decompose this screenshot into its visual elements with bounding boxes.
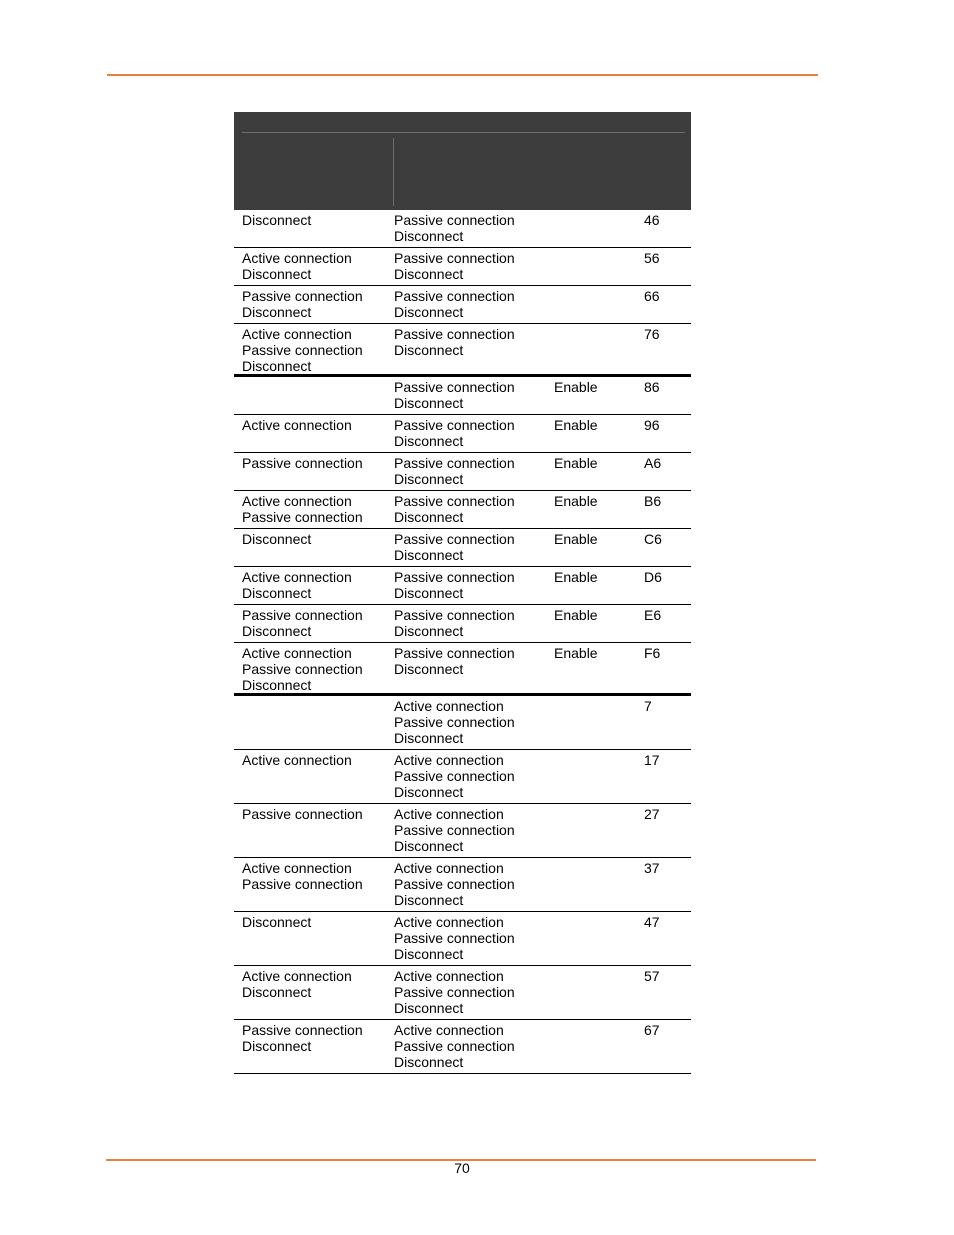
table-cell-c2: Passive connection Disconnect xyxy=(394,250,515,283)
table-row xyxy=(234,453,691,491)
table-row xyxy=(234,377,691,415)
table-cell-c1: Active connection Disconnect xyxy=(242,250,352,283)
table-cell-c4: 96 xyxy=(644,417,660,433)
table-cell-c3 xyxy=(554,288,644,320)
table-cell-c4: 47 xyxy=(644,914,660,930)
table-cell-c2: Active connection Passive connection Disconnect xyxy=(394,860,515,909)
table-cell-c2: Passive connection Disconnect xyxy=(394,455,515,488)
table-cell-c2: Passive connection Disconnect xyxy=(394,288,515,321)
table-cell-c1: Disconnect xyxy=(242,212,312,228)
table-row xyxy=(234,643,691,696)
table-cell-c3: Enable xyxy=(554,607,598,623)
table-row xyxy=(234,210,691,248)
table-cell-c2: Passive connection Disconnect xyxy=(394,212,515,245)
table-row xyxy=(234,248,691,286)
table-cell-c3: Enable xyxy=(554,455,598,471)
table-cell-c2: Passive connection Disconnect xyxy=(394,379,515,412)
table-cell-c3 xyxy=(554,860,644,908)
table-cell-c3 xyxy=(554,752,644,800)
table-cell-c3 xyxy=(554,326,644,371)
table-body xyxy=(234,210,691,1074)
table-cell-c3 xyxy=(554,250,644,282)
table-cell-c3: Enable xyxy=(554,569,598,585)
table-cell-c2: Passive connection Disconnect xyxy=(394,645,515,678)
table-cell-c4: A6 xyxy=(644,455,662,471)
table-cell-c3 xyxy=(554,806,644,854)
table-cell-c1: Passive connection xyxy=(242,806,363,822)
table-cell-c4: 66 xyxy=(644,288,660,304)
table-row xyxy=(234,750,691,804)
table-cell-c3 xyxy=(554,1022,644,1070)
table-cell-c4: 57 xyxy=(644,968,660,984)
table-cell-c4: 76 xyxy=(644,326,660,342)
table-cell-c2: Passive connection Disconnect xyxy=(394,607,515,640)
table-cell-c4: 27 xyxy=(644,806,660,822)
table-row xyxy=(234,286,691,324)
table-row xyxy=(234,1020,691,1074)
table-row xyxy=(234,696,691,750)
table-cell-c4: B6 xyxy=(644,493,662,509)
table-cell-c1: Active connection Disconnect xyxy=(242,569,352,602)
table-cell-c1: Active connection Passive connection Disconnect xyxy=(242,326,363,375)
table-cell-c2: Active connection Passive connection Disconnect xyxy=(394,1022,515,1071)
table-row xyxy=(234,567,691,605)
table-cell-c2: Passive connection Disconnect xyxy=(394,493,515,526)
table-cell-c1: Passive connection Disconnect xyxy=(242,607,363,640)
table-cell-c1: Active connection Disconnect xyxy=(242,968,352,1001)
table-row xyxy=(234,324,691,377)
table-cell-c1: Active connection Passive connection xyxy=(242,860,363,893)
table-row xyxy=(234,605,691,643)
page-number: 70 xyxy=(454,1160,470,1176)
table-cell-c4: 7 xyxy=(644,698,652,714)
table-cell-c2: Passive connection Disconnect xyxy=(394,417,515,450)
header-divider xyxy=(242,132,685,133)
table-cell-c1: Passive connection Disconnect xyxy=(242,288,363,321)
table-cell-c3 xyxy=(554,212,644,244)
table-cell-c1: Active connection xyxy=(242,752,352,768)
table-header xyxy=(234,112,691,210)
table-row xyxy=(234,415,691,453)
table-row xyxy=(234,912,691,966)
table-row xyxy=(234,966,691,1020)
table-cell-c3: Enable xyxy=(554,531,598,547)
table-row xyxy=(234,858,691,912)
table-cell-c4: 86 xyxy=(644,379,660,395)
table-row xyxy=(234,529,691,567)
table-cell-c4: C6 xyxy=(644,531,662,547)
table-cell-c2: Passive connection Disconnect xyxy=(394,531,515,564)
table-cell-c4: 46 xyxy=(644,212,660,228)
table-cell-c3 xyxy=(554,914,644,962)
table-cell-c2: Active connection Passive connection Disconnect xyxy=(394,968,515,1017)
table-cell-c4: E6 xyxy=(644,607,662,623)
table-cell-c1: Active connection Passive connection Disconnect xyxy=(242,645,363,694)
table-cell-c4: 56 xyxy=(644,250,660,266)
table-row xyxy=(234,804,691,858)
table-cell-c2: Active connection Passive connection Disconnect xyxy=(394,752,515,801)
table-cell-c4: D6 xyxy=(644,569,662,585)
table-cell-c3: Enable xyxy=(554,493,598,509)
table-cell-c4: F6 xyxy=(644,645,661,661)
table-cell-c2: Active connection Passive connection Disconnect xyxy=(394,698,515,747)
table-cell-c1: Active connection Passive connection xyxy=(242,493,363,526)
table-cell-c2: Active connection Passive connection Disconnect xyxy=(394,914,515,963)
table-cell-c4: 37 xyxy=(644,860,660,876)
header-rule xyxy=(107,74,818,76)
table-cell-c1: Disconnect xyxy=(242,914,312,930)
table-cell-c2: Active connection Passive connection Disconnect xyxy=(394,806,515,855)
table-cell-c1: Disconnect xyxy=(242,531,312,547)
table-cell-c1 xyxy=(234,698,394,746)
table-cell-c3: Enable xyxy=(554,417,598,433)
table-cell-c1 xyxy=(234,379,394,411)
table-row xyxy=(234,491,691,529)
table-cell-c2: Passive connection Disconnect xyxy=(394,569,515,602)
table-cell-c4: 67 xyxy=(644,1022,660,1038)
connection-table xyxy=(234,112,691,1074)
header-column-divider xyxy=(393,138,394,206)
table-cell-c4: 17 xyxy=(644,752,660,768)
table-cell-c1: Passive connection xyxy=(242,455,363,471)
table-cell-c1: Active connection xyxy=(242,417,352,433)
table-cell-c3 xyxy=(554,968,644,1016)
table-cell-c1: Passive connection Disconnect xyxy=(242,1022,363,1055)
table-cell-c3 xyxy=(554,698,644,746)
table-cell-c2: Passive connection Disconnect xyxy=(394,326,515,359)
table-cell-c3: Enable xyxy=(554,645,598,661)
table-cell-c3: Enable xyxy=(554,379,598,395)
